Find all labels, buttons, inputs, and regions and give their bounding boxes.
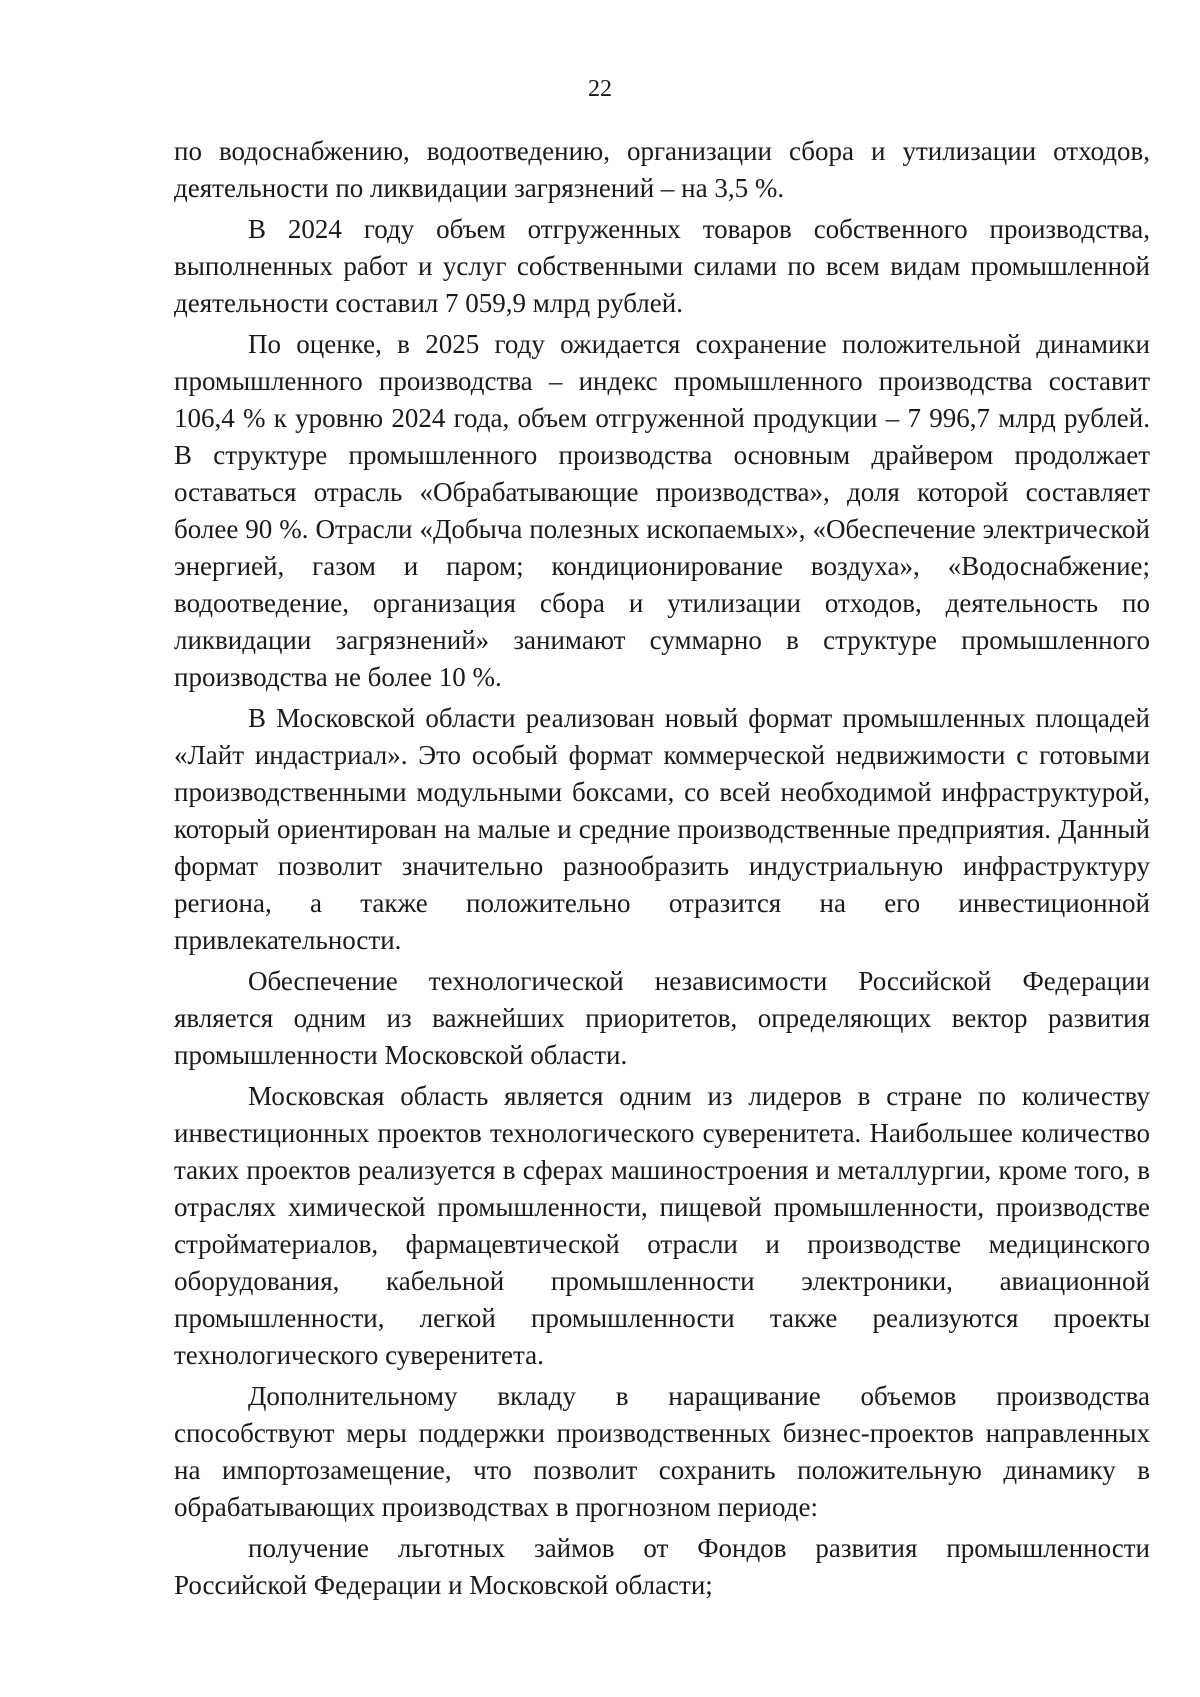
page-number: 22 [588, 76, 612, 102]
paragraph-sovereignty-projects: Московская область является одним из лидеров в стране по количеству инвестиционных проектов технологического суверенитета. Наибольшее количество таких проектов реализуется в сферах машиностроения и металлургии, кроме того, в отраслях химической промышленности, пищевой промышленности, производстве стройматериалов, фармацевтической отрасли и производстве медицинского оборудования, кабельной промышленности электроники, авиационной промышленности, легкой промышленности также реализуются проекты технологического суверенитета. [174, 1081, 1150, 1370]
paragraph-continuation: по водоснабжению, водоотведению, организации сбора и утилизации отходов, деятельности по ликвидации загрязнений – на 3,5 %. [174, 136, 1150, 203]
paragraph-support-measures: Дополнительному вкладу в наращивание объемов производства способствуют меры поддержки производственных бизнес-проектов направленных на импортозамещение, что позволит сохранить положительную динамику в обрабатывающих производствах в прогнозном периоде: [174, 1381, 1150, 1522]
paragraph-preferential-loans: получение льготных займов от Фондов развития промышленности Российской Федерации и Московской области; [174, 1533, 1150, 1600]
document-body [174, 133, 1150, 1604]
paragraph-light-industrial: В Московской области реализован новый формат промышленных площадей «Лайт индастриал». Это особый формат коммерческой недвижимости с готовыми производственными модульными боксами, со всей необходимой инфраструктурой, который ориентирован на малые и средние производственные предприятия. Данный формат позволит значительно разнообразить индустриальную инфраструктуру региона, а также положительно отразится на его инвестиционной привлекательности. [174, 703, 1150, 955]
paragraph-shipped-goods: В 2024 году объем отгруженных товаров собственного производства, выполненных работ и услуг собственными силами по всем видам промышленной деятельности составил 7 059,9 млрд рублей. [174, 214, 1150, 318]
paragraph-forecast-2025: По оценке, в 2025 году ожидается сохранение положительной динамики промышленного производства – индекс промышленного производства составит 106,4 % к уровню 2024 года, объем отгруженной продукции – 7 996,7 млрд рублей. В структуре промышленного производства основным драйвером продолжает оставаться отрасль «Обрабатывающие производства», доля которой составляет более 90 %. Отрасли «Добыча полезных ископаемых», «Обеспечение электрической энергией, газом и паром; кондиционирование воздуха», «Водоснабжение; водоотведение, организация сбора и утилизации отходов, деятельность по ликвидации загрязнений» занимают суммарно в структуре промышленного производства не более 10 %. [174, 329, 1150, 692]
paragraph-technological-independence: Обеспечение технологической независимости Российской Федерации является одним из важнейших приоритетов, определяющих вектор развития промышленности Московской области. [174, 966, 1150, 1070]
